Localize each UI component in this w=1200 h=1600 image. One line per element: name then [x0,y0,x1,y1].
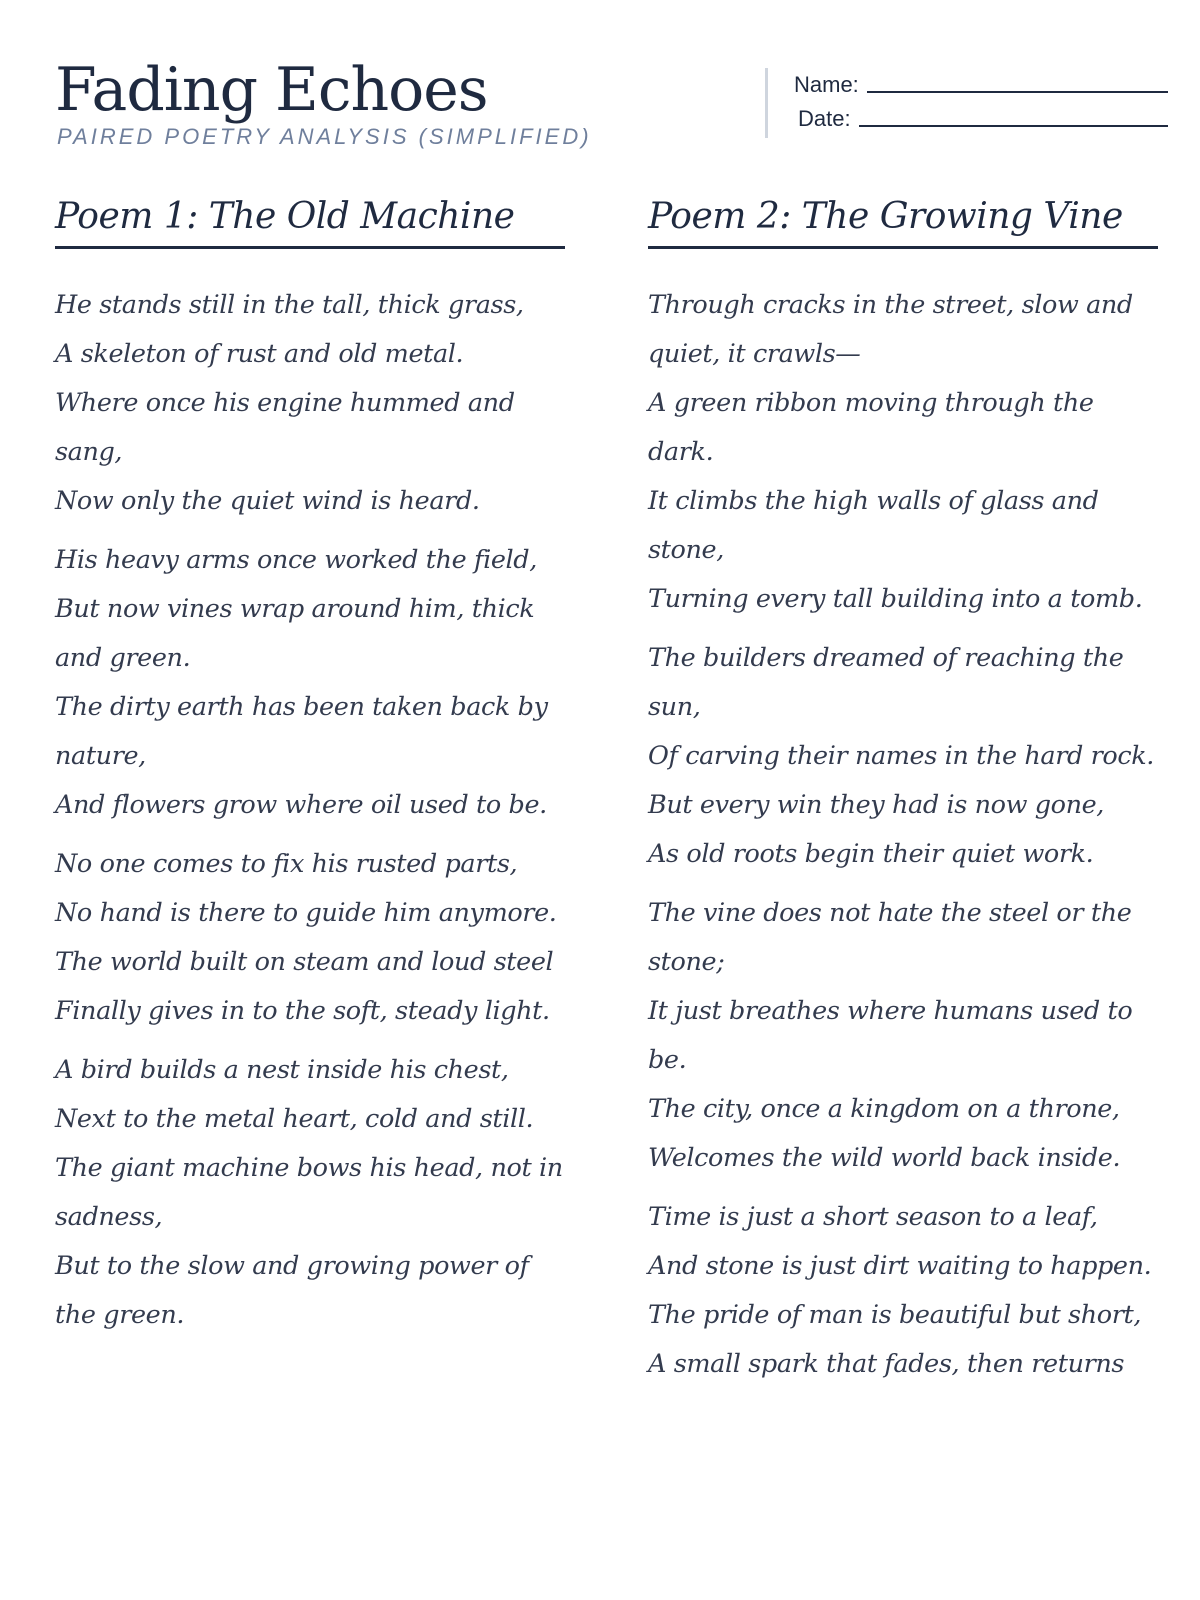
poem-line: But to the slow and growing power of the green. [55,1251,529,1330]
poem-line: Of carving their names in the hard rock. [648,741,1155,771]
stanza [55,1046,565,1340]
poem-line: A green ribbon moving through the dark. [648,388,1094,467]
poem-line: He stands still in the tall, thick grass, [55,290,524,320]
stanza [648,634,1158,879]
poem-line: And stone is just dirt waiting to happen. [648,1251,1152,1281]
poem-line: The city, once a kingdom on a throne, [648,1094,1120,1124]
poem-line: The pride of man is beautiful but short, [648,1300,1142,1330]
poem-1 [55,192,565,1350]
poem-line: A small spark that fades, then returns [648,1349,1125,1379]
poem-line: Welcomes the wild world back inside. [648,1143,1121,1173]
poem-2-title: Poem 2: The Growing Vine [648,192,1158,249]
student-info-fields [765,68,1168,138]
poem-line: Finally gives in to the soft, steady light. [55,996,550,1026]
poem-line: No one comes to fix his rusted parts, [55,849,518,879]
stanza [55,840,565,1036]
name-label: Name: [794,72,859,97]
poem-line: But every win they had is now gone, [648,790,1104,820]
poem-line: The dirty earth has been taken back by nature, [55,692,548,771]
poem-1-body [55,281,565,1340]
stanza [55,281,565,526]
poem-line: The vine does not hate the steel or the stone; [648,898,1132,977]
poem-line: And flowers grow where oil used to be. [55,790,547,820]
worksheet-header [55,52,1165,162]
stanza [55,536,565,830]
poem-line: Turning every tall building into a tomb. [648,584,1143,614]
date-label: Date: [798,106,851,131]
poem-line: The giant machine bows his head, not in sadness, [55,1153,563,1232]
stanza [648,889,1158,1183]
poem-line: The world built on steam and loud steel [55,947,554,977]
worksheet-subtitle: PAIRED POETRY ANALYSIS (SIMPLIFIED) [57,124,592,149]
poem-line: It just breathes where humans used to be. [648,996,1133,1075]
stanza [648,1193,1158,1389]
poem-line: Next to the metal heart, cold and still. [55,1104,534,1134]
name-blank-line[interactable] [867,91,1168,93]
poem-line: Now only the quiet wind is heard. [55,486,480,516]
poem-line: But now vines wrap around him, thick and green. [55,594,535,673]
poem-line: As old roots begin their quiet work. [648,839,1094,869]
worksheet-title: Fading Echoes [55,55,488,125]
poem-line: A skeleton of rust and old metal. [55,339,464,369]
poem-line: It climbs the high walls of glass and stone, [648,486,1099,565]
stanza [648,281,1158,624]
poem-2-body [648,281,1158,1389]
date-field[interactable] [798,102,1168,132]
poem-line: Time is just a short season to a leaf, [648,1202,1098,1232]
poem-line: The builders dreamed of reaching the sun, [648,643,1124,722]
name-field[interactable] [794,68,1168,98]
poem-2 [648,192,1158,1399]
poem-line: Where once his engine hummed and sang, [55,388,515,467]
poem-line: A bird builds a nest inside his chest, [55,1055,509,1085]
poem-line: Through cracks in the street, slow and quiet, it crawls— [648,290,1133,369]
date-blank-line[interactable] [859,125,1168,127]
poem-line: No hand is there to guide him anymore. [55,898,557,928]
poem-line: His heavy arms once worked the field, [55,545,537,575]
poem-1-title: Poem 1: The Old Machine [55,192,565,249]
